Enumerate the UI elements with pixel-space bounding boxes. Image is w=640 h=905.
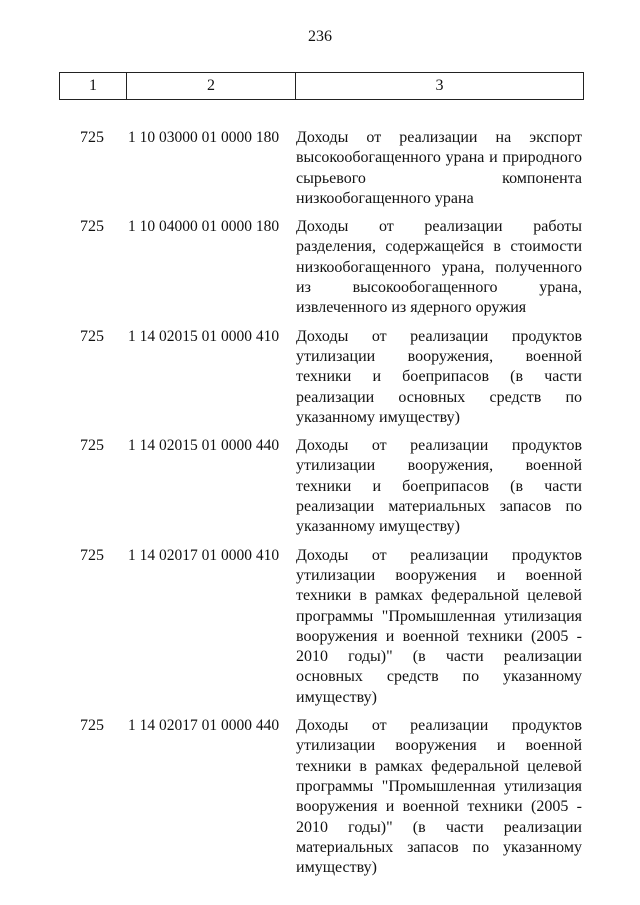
income-description: Доходы от реализации на экспорт высокообогащенного урана и природного сырьевого компонента низкообогащенного урана (296, 129, 582, 207)
column-header-table (59, 72, 584, 100)
admin-code: 725 (80, 437, 104, 455)
income-code-list (0, 128, 640, 886)
page-number: 236 (308, 28, 332, 45)
column-header-3: 3 (296, 73, 584, 100)
budget-classification-code: 1 10 03000 01 0000 180 (128, 129, 280, 146)
table-row (0, 327, 640, 428)
table-row (0, 546, 640, 708)
budget-classification-code: 1 14 02015 01 0000 440 (128, 437, 280, 455)
table-row (0, 217, 640, 318)
budget-classification-code: 1 14 02017 01 0000 410 (128, 546, 280, 564)
admin-code: 725 (80, 546, 104, 564)
column-header-row (60, 73, 584, 100)
table-row (0, 716, 640, 878)
income-description: Доходы от реализации продуктов утилизации вооружения, военной техники и боеприпасов (в части реализации основных средств по указанному имуществу) (296, 327, 582, 426)
income-description: Доходы от реализации продуктов утилизации вооружения, военной техники и боеприпасов (в части реализации материальных запасов по указанному имуществу) (296, 437, 582, 536)
budget-classification-code: 1 14 02015 01 0000 410 (128, 327, 280, 345)
income-description: Доходы от реализации продуктов утилизации вооружения и военной техники в рамках федеральной целевой программы "Промышленная утилизация вооружения и военной техники (2005 - 2010 годы)" (в части реализации основных средств по указанному имуществу) (296, 546, 582, 706)
column-header-1: 1 (60, 73, 127, 100)
income-description: Доходы от реализации работы разделения, содержащейся в стоимости низкообогащенного урана, полученного из высокообогащенного урана, извлеченного из ядерного оружия (296, 218, 582, 317)
budget-classification-code: 1 10 04000 01 0000 180 (128, 218, 280, 236)
table-row (0, 436, 640, 537)
column-header-2: 2 (127, 73, 296, 100)
income-description: Доходы от реализации продуктов утилизации вооружения и военной техники в рамках федеральной целевой программы "Промышленная утилизация вооружения и военной техники (2005 - 2010 годы)" (в части реализации материальных запасов по указанному имуществу) (296, 717, 582, 877)
budget-classification-code: 1 14 02017 01 0000 440 (128, 717, 280, 735)
table-row (0, 128, 640, 209)
admin-code: 725 (80, 327, 104, 345)
admin-code: 725 (80, 129, 104, 146)
admin-code: 725 (80, 218, 104, 236)
admin-code: 725 (80, 717, 104, 735)
